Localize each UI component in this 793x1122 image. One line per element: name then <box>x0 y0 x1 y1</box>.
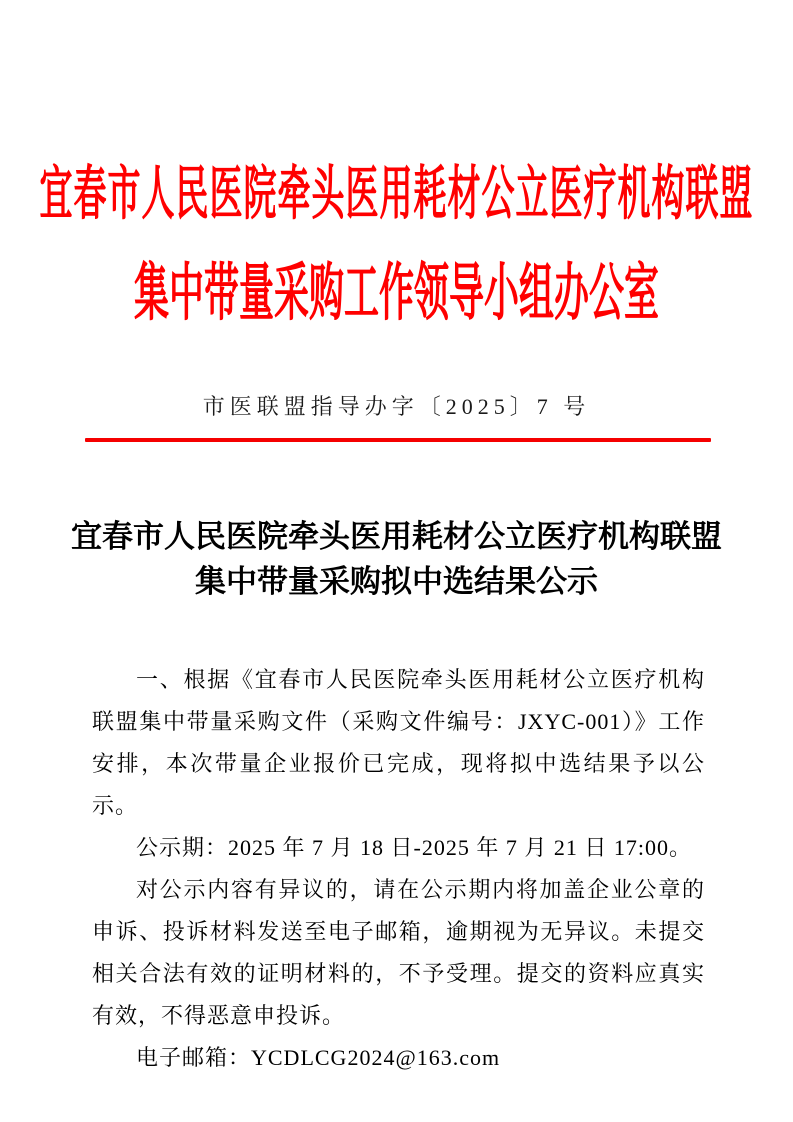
paragraph-email: 电子邮箱：YCDLCG2024@163.com <box>136 1045 501 1070</box>
letterhead-line-2 <box>0 250 793 328</box>
letterhead-line-1-text: 宜春市人民医院牵头医用耗材公立医疗机构联盟 <box>39 163 754 228</box>
notice-title-line-1: 宜春市人民医院牵头医用耗材公立医疗机构联盟 <box>71 519 722 554</box>
notice-title-line-2: 集中带量采购拟中选结果公示 <box>195 564 598 599</box>
paragraph-publicity-period: 公示期：2025 年 7 月 18 日-2025 年 7 月 21 日 17:00。 <box>136 835 692 860</box>
document-number: 市医联盟指导办字〔2025〕7 号 <box>202 394 591 419</box>
letterhead-line-1 <box>0 150 793 228</box>
notice-title <box>0 514 793 604</box>
paragraph-basis: 一、根据《宜春市人民医院牵头医用耗材公立医疗机构联盟集中带量采购文件（采购文件编号：JXYC-001）》工作安排，本次带量企业报价已完成，现将拟中选结果予以公示。 <box>92 667 705 818</box>
red-divider-rule <box>85 438 711 442</box>
red-letterhead <box>0 0 793 328</box>
letterhead-line-2-text: 集中带量采购工作领导小组办公室 <box>133 258 659 329</box>
notice-body <box>92 659 705 1079</box>
paragraph-objection-instructions: 对公示内容有异议的，请在公示期内将加盖企业公章的申诉、投诉材料发送至电子邮箱，逾期视为无异议。未提交相关合法有效的证明材料的，不予受理。提交的资料应真实有效，不得恶意申投诉。 <box>92 877 705 1028</box>
